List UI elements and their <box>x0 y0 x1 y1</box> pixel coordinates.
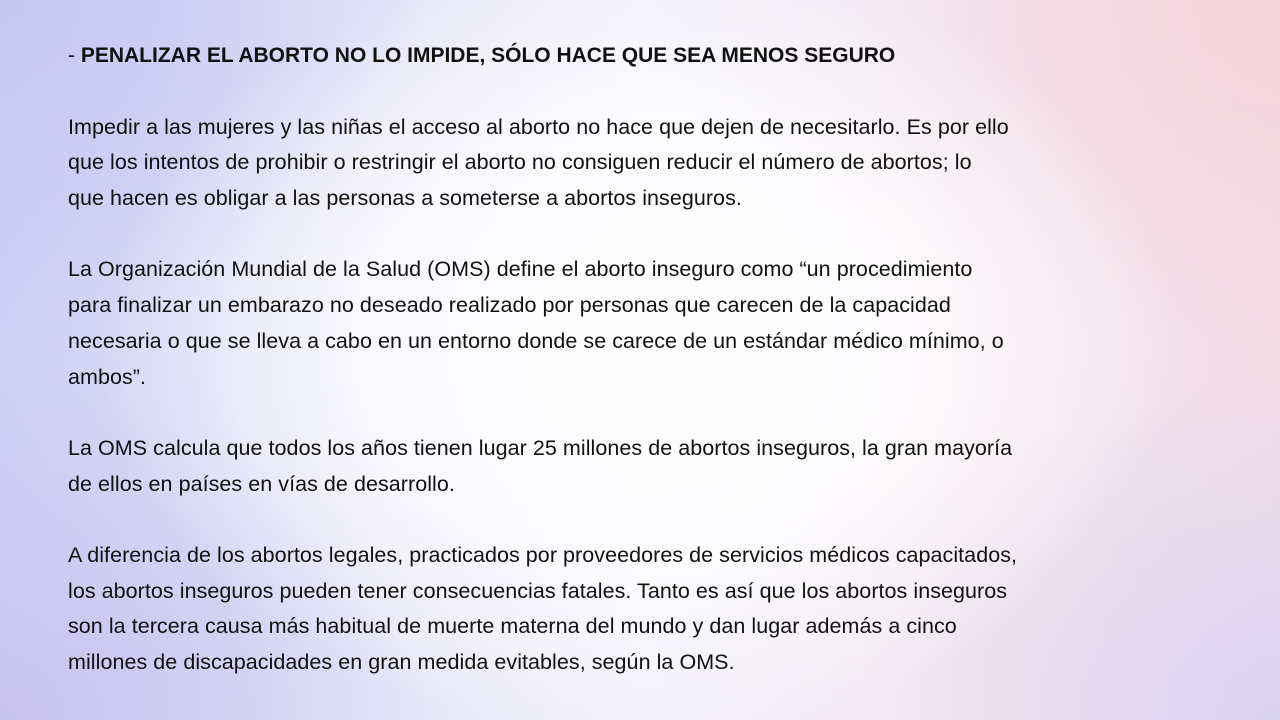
paragraph-access-to-abortion <box>68 110 1228 217</box>
slide-heading <box>68 38 1228 74</box>
paragraph-gap <box>68 502 1228 538</box>
paragraph-consequences <box>68 538 1228 681</box>
text-line: ambos”. <box>68 364 147 389</box>
paragraph-oms-estimate <box>68 431 1228 502</box>
text-line: A diferencia de los abortos legales, practicados por proveedores de servicios médicos capacitados, <box>68 543 1018 568</box>
heading-title: PENALIZAR EL ABORTO NO LO IMPIDE, SÓLO HACE QUE SEA MENOS SEGURO <box>80 44 896 67</box>
text-line: La Organización Mundial de la Salud (OMS) define el aborto inseguro como “un procedimiento <box>68 257 973 282</box>
text-line: Impedir a las mujeres y las niñas el acceso al aborto no hace que dejen de necesitarlo. Es por ello <box>68 114 1009 139</box>
text-line: de ellos en países en vías de desarrollo. <box>68 471 455 496</box>
text-line: necesaria o que se lleva a cabo en un entorno donde se carece de un estándar médico mínimo, o <box>68 328 1004 353</box>
paragraph-gap <box>68 217 1228 253</box>
heading-dash: - <box>68 44 81 67</box>
paragraph-gap <box>68 395 1228 431</box>
text-line: que los intentos de prohibir o restringir el aborto no consiguen reducir el número de abortos; lo <box>68 150 972 175</box>
paragraph-oms-definition <box>68 252 1228 395</box>
text-line: para finalizar un embarazo no deseado realizado por personas que carecen de la capacidad <box>68 293 951 318</box>
text-line: los abortos inseguros pueden tener consecuencias fatales. Tanto es así que los abortos inseguros <box>68 578 1008 603</box>
text-line: La OMS calcula que todos los años tienen lugar 25 millones de abortos inseguros, la gran mayoría <box>68 435 1013 460</box>
paragraph-gap <box>68 74 1228 110</box>
text-line: que hacen es obligar a las personas a someterse a abortos inseguros. <box>68 186 742 211</box>
text-line: millones de discapacidades en gran medida evitables, según la OMS. <box>68 650 735 675</box>
text-line: son la tercera causa más habitual de muerte materna del mundo y dan lugar además a cinco <box>68 614 957 639</box>
slide-content <box>68 38 1228 681</box>
